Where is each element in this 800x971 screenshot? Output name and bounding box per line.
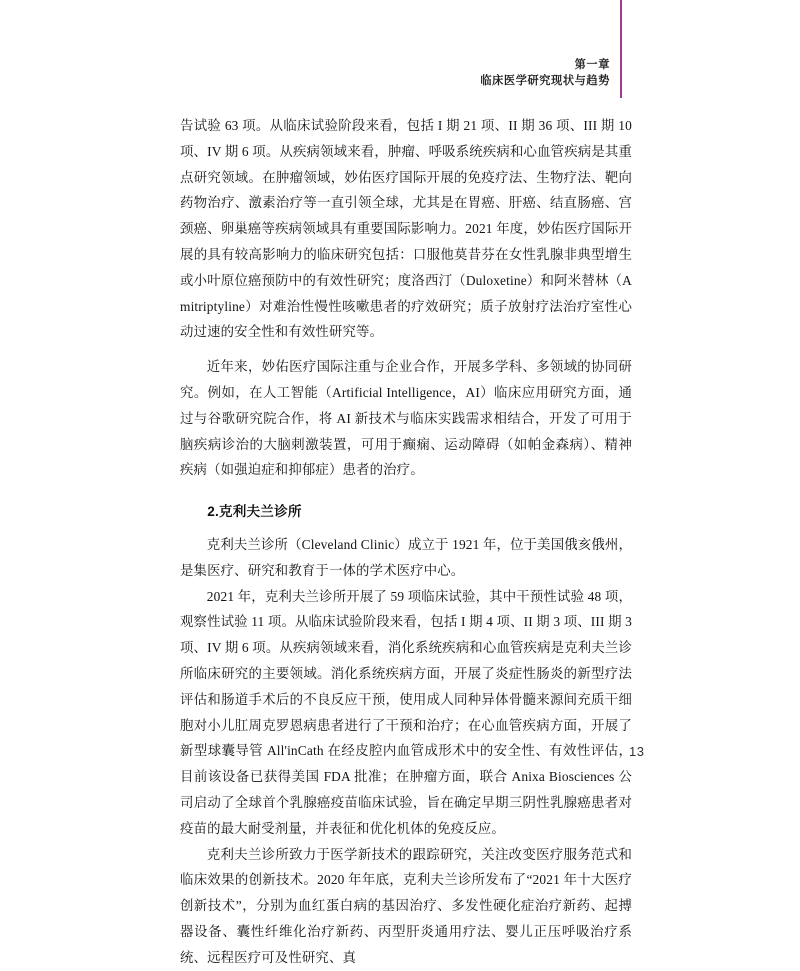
header-text-block (480, 58, 610, 90)
header-chapter-label: 第一章 (574, 59, 610, 71)
body-text-column (180, 113, 632, 971)
paragraph-1: 告试验 63 项。从临床试验阶段来看，包括 I 期 21 项、II 期 36 项、III 期 10 项、IV 期 6 项。从疾病领域来看，肿瘤、呼吸系统疾病和心血管疾病是其重点研究领域。在肿瘤领域，妙佑医疗国际开展的免疫疗法、生物疗法、靶向药物治疗、激素治疗等一直引领全球，尤其是在胃癌、肝癌、结直肠癌、宫颈癌、卵巢癌等疾病领域具有重要国际影响力。2021 年度，妙佑医疗国际开展的具有较高影响力的临床研究包括：口服他莫昔芬在女性乳腺非典型增生或小叶原位癌预防中的有效性研究；度洛西汀（Duloxetine）和阿米替林（Amitriptyline）对难治性慢性咳嗽患者的疗效研究；质子放射疗法治疗室性心动过速的安全性和有效性研究等。 (180, 118, 632, 340)
heading-gap-bottom (180, 525, 632, 532)
section-heading-cleveland-clinic: 2.克利夫兰诊所 (207, 504, 302, 520)
heading-gap-top (180, 483, 632, 499)
paragraph-4: 2021 年，克利夫兰诊所开展了 59 项临床试验，其中干预性试验 48 项，观察性试验 11 项。从临床试验阶段来看，包括 I 期 4 项、II 期 3 项、III 期 3 项、IV 期 6 项。从疾病领域来看，消化系统疾病和心血管疾病是克利夫兰诊所临床研究的主要领域。消化系统疾病方面，开展了炎症性肠炎的新型疗法评估和肠道手术后的不良反应干预，使用成人同种异体骨髓来源间充质干细胞对小儿肛周克罗恩病患者进行了干预和治疗；在心血管疾病方面，开展了新型球囊导管 All'inCath 在经皮腔内血管成形术中的安全性、有效性评估，目前该设备已获得美国 FDA 批准；在肿瘤方面，联合 Anixa Biosciences 公司启动了全球首个乳腺癌疫苗临床试验，旨在确定早期三阴性乳腺癌患者对疫苗的最大耐受剂量，并表征和优化机体的免疫反应。 (180, 588, 632, 836)
header-accent-rule (620, 0, 622, 98)
header-chapter-title: 临床医学研究现状与趋势 (480, 74, 610, 87)
page-number: 13 (629, 744, 645, 759)
paragraph-2: 近年来，妙佑医疗国际注重与企业合作，开展多学科、多领域的协同研究。例如，在人工智能（Artificial Intelligence，AI）临床应用研究方面，通过与谷歌研究院合作，将 AI 新技术与临床实践需求相结合，开发了可用于脑疾病诊治的大脑刺激装置，可用于癫痫、运动障碍（如帕金森病）、精神疾病（如强迫症和抑郁症）患者的治疗。 (180, 359, 632, 478)
running-header (0, 0, 800, 100)
paragraph-3: 克利夫兰诊所（Cleveland Clinic）成立于 1921 年，位于美国俄亥俄州，是集医疗、研究和教育于一体的学术医疗中心。 (180, 536, 632, 578)
paragraph-gap (180, 345, 632, 354)
paragraph-5: 克利夫兰诊所致力于医学新技术的跟踪研究，关注改变医疗服务范式和临床效果的创新技术。2020 年年底，克利夫兰诊所发布了“2021 年十大医疗创新技术”，分别为血红蛋白病的基因治疗、多发性硬化症治疗新药、起搏器设备、囊性纤维化治疗新药、丙型肝炎通用疗法、婴儿正压呼吸治疗系统、远程医疗可及性研究、真 (180, 846, 632, 965)
